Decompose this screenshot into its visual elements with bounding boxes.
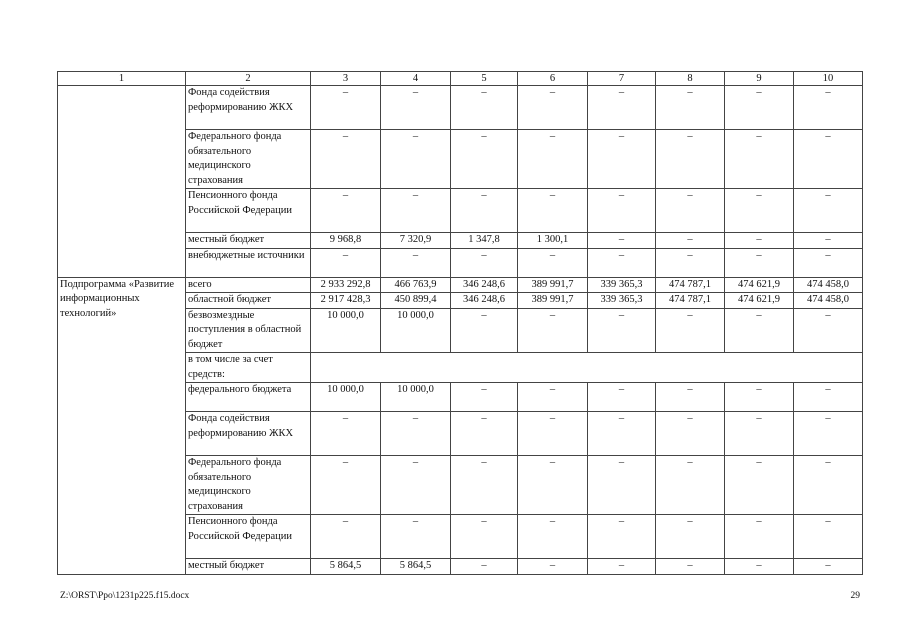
value-cell: – — [656, 515, 725, 559]
value-cell: – — [588, 86, 656, 130]
value-cell: – — [725, 233, 794, 249]
value-cell: 474 787,1 — [656, 293, 725, 309]
value-cell: – — [794, 189, 863, 233]
value-cell: – — [451, 383, 518, 412]
row-label: местный бюджет — [186, 559, 311, 575]
value-cell: – — [725, 130, 794, 189]
value-cell: – — [794, 383, 863, 412]
value-cell: – — [381, 248, 451, 277]
column-header: 3 — [311, 72, 381, 86]
value-cell: 466 763,9 — [381, 277, 451, 293]
footer-file-path: Z:\ORST\Ppo\1231p225.f15.docx — [60, 591, 190, 601]
value-cell: – — [381, 412, 451, 456]
value-cell: – — [725, 308, 794, 353]
value-cell: – — [451, 86, 518, 130]
value-cell: – — [725, 383, 794, 412]
value-cell: – — [725, 248, 794, 277]
value-cell: 10 000,0 — [311, 308, 381, 353]
value-cell: 474 621,9 — [725, 277, 794, 293]
value-cell: – — [656, 308, 725, 353]
value-cell: – — [451, 248, 518, 277]
value-cell: – — [451, 412, 518, 456]
row-label: федерального бюджета — [186, 383, 311, 412]
value-cell: – — [451, 130, 518, 189]
value-cell: – — [381, 189, 451, 233]
row-label: Федерального фонда обязательного медицинского страхования — [186, 130, 311, 189]
value-cell: – — [518, 308, 588, 353]
value-cell: – — [518, 412, 588, 456]
value-cell: – — [725, 189, 794, 233]
value-cell: – — [794, 412, 863, 456]
value-cell: – — [725, 559, 794, 575]
value-cell: – — [656, 248, 725, 277]
value-cell: 474 621,9 — [725, 293, 794, 309]
row-label: всего — [186, 277, 311, 293]
value-cell: – — [311, 515, 381, 559]
value-cell: – — [518, 559, 588, 575]
value-cell: – — [381, 456, 451, 515]
row-label: внебюджетные источники — [186, 248, 311, 277]
value-cell: – — [311, 130, 381, 189]
value-cell: – — [725, 412, 794, 456]
value-cell: 346 248,6 — [451, 277, 518, 293]
row-label: областной бюджет — [186, 293, 311, 309]
value-cell: – — [656, 456, 725, 515]
value-cell: 346 248,6 — [451, 293, 518, 309]
value-cell: – — [656, 86, 725, 130]
column-header: 9 — [725, 72, 794, 86]
value-cell: 10 000,0 — [381, 308, 451, 353]
value-cell: – — [588, 383, 656, 412]
value-cell: – — [794, 248, 863, 277]
value-cell: – — [656, 130, 725, 189]
column-header: 4 — [381, 72, 451, 86]
value-cell: – — [381, 130, 451, 189]
row-label: Федерального фонда обязательного медицинского страхования — [186, 456, 311, 515]
program-cell-empty — [58, 86, 186, 278]
value-cell: – — [588, 189, 656, 233]
row-label: Фонда содействия реформированию ЖКХ — [186, 86, 311, 130]
row-label: местный бюджет — [186, 233, 311, 249]
value-cell: 5 864,5 — [311, 559, 381, 575]
header-row — [58, 72, 863, 86]
value-cell: 474 458,0 — [794, 277, 863, 293]
value-cell: – — [588, 130, 656, 189]
value-cell: – — [656, 383, 725, 412]
value-cell: 1 347,8 — [451, 233, 518, 249]
table-row — [58, 86, 863, 130]
value-cell: – — [725, 515, 794, 559]
value-cell: – — [381, 515, 451, 559]
value-cell: – — [656, 233, 725, 249]
value-cell: – — [794, 559, 863, 575]
row-label: в том числе за счет средств: — [186, 353, 311, 383]
value-cell: – — [794, 308, 863, 353]
value-cell: – — [451, 456, 518, 515]
value-cell: – — [518, 189, 588, 233]
program-name: Подпрограмма «Развитие информационных технологий» — [58, 277, 186, 574]
value-cell: 7 320,9 — [381, 233, 451, 249]
value-cell: 339 365,3 — [588, 293, 656, 309]
value-cell: 9 968,8 — [311, 233, 381, 249]
row-label: Пенсионного фонда Российской Федерации — [186, 189, 311, 233]
value-cell: – — [518, 130, 588, 189]
value-cell: 450 899,4 — [381, 293, 451, 309]
value-cell: – — [588, 559, 656, 575]
value-cell: – — [311, 86, 381, 130]
row-label: безвозмездные поступления в областной бюджет — [186, 308, 311, 353]
value-cell: – — [311, 189, 381, 233]
value-cell: – — [656, 412, 725, 456]
column-header: 1 — [58, 72, 186, 86]
footer-page-number: 29 — [850, 591, 860, 601]
value-cell: 10 000,0 — [381, 383, 451, 412]
value-cell: 474 787,1 — [656, 277, 725, 293]
column-header: 2 — [186, 72, 311, 86]
value-cell: – — [518, 86, 588, 130]
value-cell: – — [311, 248, 381, 277]
value-cell: – — [381, 86, 451, 130]
value-cell: – — [794, 515, 863, 559]
value-cell: 10 000,0 — [311, 383, 381, 412]
table-row — [58, 277, 863, 293]
value-cell: – — [794, 130, 863, 189]
column-header: 5 — [451, 72, 518, 86]
value-cell: – — [588, 412, 656, 456]
value-cell: 389 991,7 — [518, 277, 588, 293]
value-cell: – — [518, 515, 588, 559]
value-cell: 339 365,3 — [588, 277, 656, 293]
value-cell: – — [451, 189, 518, 233]
row-label: Фонда содействия реформированию ЖКХ — [186, 412, 311, 456]
value-cell: – — [656, 559, 725, 575]
column-header: 7 — [588, 72, 656, 86]
value-cell: 474 458,0 — [794, 293, 863, 309]
value-cell: – — [588, 515, 656, 559]
column-header: 6 — [518, 72, 588, 86]
value-cell: 5 864,5 — [381, 559, 451, 575]
value-cell: – — [451, 515, 518, 559]
value-cell: – — [451, 308, 518, 353]
value-cell: – — [656, 189, 725, 233]
column-header: 8 — [656, 72, 725, 86]
value-cell: – — [451, 559, 518, 575]
merged-empty-cell — [311, 353, 863, 383]
value-cell: 389 991,7 — [518, 293, 588, 309]
value-cell: – — [725, 456, 794, 515]
value-cell: – — [794, 86, 863, 130]
column-header: 10 — [794, 72, 863, 86]
row-label: Пенсионного фонда Российской Федерации — [186, 515, 311, 559]
value-cell: – — [518, 248, 588, 277]
value-cell: – — [311, 412, 381, 456]
value-cell: 1 300,1 — [518, 233, 588, 249]
value-cell: – — [794, 456, 863, 515]
value-cell: – — [794, 233, 863, 249]
value-cell: – — [518, 383, 588, 412]
value-cell: – — [518, 456, 588, 515]
value-cell: – — [725, 86, 794, 130]
value-cell: 2 917 428,3 — [311, 293, 381, 309]
value-cell: – — [588, 248, 656, 277]
budget-table — [57, 71, 863, 575]
value-cell: 2 933 292,8 — [311, 277, 381, 293]
value-cell: – — [588, 233, 656, 249]
value-cell: – — [588, 456, 656, 515]
value-cell: – — [311, 456, 381, 515]
value-cell: – — [588, 308, 656, 353]
